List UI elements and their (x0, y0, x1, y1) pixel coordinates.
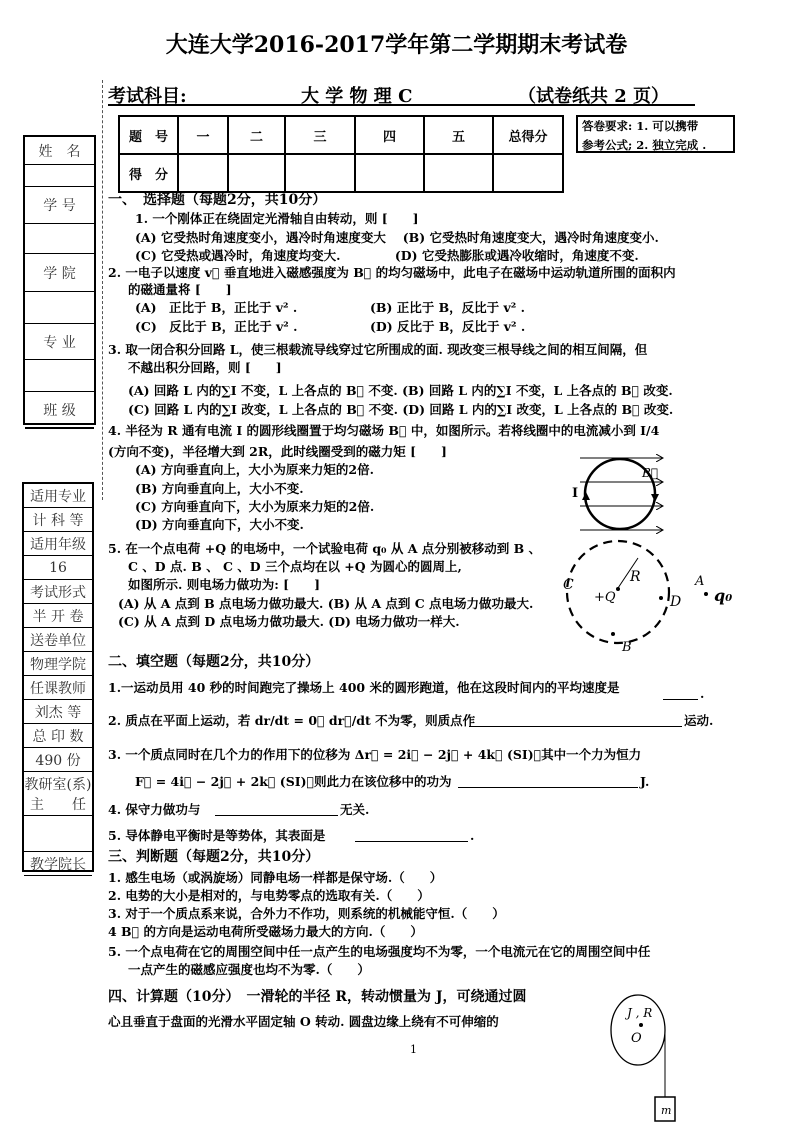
info-cell: 班 级 (25, 392, 94, 428)
question-line: (A) 它受热时角速度变小，遇冷时角速度变大 (B) 它受热时角速度变大，遇冷时角速度变小. (135, 230, 659, 245)
info-cell: 任课教师 (24, 676, 92, 700)
question-line: (B) 正比于 B，反比于 v² . (370, 300, 525, 315)
label-m: m (661, 1104, 672, 1117)
info-cell: 专 业 (25, 324, 94, 360)
label-c: C (563, 577, 574, 593)
question-line: 4. 保守力做功与 (108, 802, 201, 817)
label-d: D (670, 594, 682, 610)
header-cell: 一 (178, 116, 228, 154)
question-line: (A) 回路 L 内的∑I 不变，L 上各点的 B⃗ 不变. (B) 回路 L 内的∑I 不变，L 上各点的 B⃗ 改变. (128, 383, 673, 398)
axis-dot (639, 1023, 643, 1027)
charge-dot (616, 587, 620, 591)
question-line: 5. 导体静电平衡时是等势体，其表面是 (108, 828, 326, 843)
equipotential-circle (567, 541, 669, 643)
label-q0: q₀ (714, 586, 733, 605)
question-line: 1. 一个刚体正在绕固定光滑轴自由转动，则 [ ] (135, 211, 419, 226)
question-line: 3. 取一闭合积分回路 L，使三根载流导线穿过它所围成的面. 现改变三根导线之间的相互间隔，但 (108, 342, 648, 357)
label-b: B (622, 640, 632, 655)
question-line: (C) 反比于 B，正比于 v² . (135, 319, 298, 334)
question-line: 5. 一个点电荷在它的周围空间中任一点产生的电场强度均不为零，一个电流元在它的周围空间中任 (108, 944, 651, 959)
question-line: 2. 一电子以速度 v⃗ 垂直地进入磁感强度为 B⃗ 的均匀磁场中，此电子在磁场中运动轨道所围的面积内 (108, 265, 676, 280)
header-cell: 二 (228, 116, 285, 154)
question-line: (D) 反比于 B，反比于 v² . (370, 319, 526, 334)
header-cell: 四 (355, 116, 424, 154)
figure-coil-in-field (572, 458, 663, 530)
note-line: 答卷要求: 1. 可以携带 (582, 119, 699, 133)
info-cell: 学 号 (25, 187, 94, 224)
question-line: (C) 从 A 点到 D 点电场力做功最大. (D) 电场力做功一样大. (118, 614, 460, 629)
label-jr: J , R (627, 1006, 653, 1020)
question-line: 3. 一个质点同时在几个力的作用下的位移为 Δr⃗ = 2i⃗ − 2j⃗ + 4k⃗ (SI)，其中一个力为恒力 (108, 747, 642, 762)
info-cell: 教学院长 (24, 852, 92, 876)
question-line: 1.一运动员用 40 秒的时间跑完了操场上 400 米的圆形跑道，他在这段时间内的平均速度是 (108, 680, 620, 695)
label-q: +Q (594, 590, 616, 605)
header-cell: 五 (424, 116, 493, 154)
label-a: A (695, 574, 705, 589)
question-line: (A) 方向垂直向上，大小为原来力矩的2倍. (135, 462, 374, 477)
question-line: (C) 它受热或遇冷时，角速度均变大. (D) 它受热膨胀或遇冷收缩时，角速度不变. (135, 248, 639, 263)
info-cell: 送卷单位 (24, 628, 92, 652)
info-cell: 物理学院 (24, 652, 92, 676)
question-line: 5. 在一个点电荷 +Q 的电场中，一个试验电荷 q₀ 从 A 点分别被移动到 B 、 (108, 541, 542, 556)
header-cell: 三 (285, 116, 355, 154)
point-b (611, 632, 615, 636)
question-line: 如图所示. 则电场力做功为: [ ] (128, 577, 320, 592)
header-cell: 题 号 (119, 116, 178, 154)
subject-label: 考试科目: (108, 86, 187, 107)
blank-tail: . (470, 828, 475, 843)
blank-tail: . (700, 686, 705, 701)
blank-tail: 无关. (340, 802, 370, 817)
label-i: I (572, 486, 579, 501)
question-line: 一点产生的磁感应强度也均不为零.（ ） (128, 962, 370, 977)
question-line: 2. 质点在平面上运动，若 dr/dt = 0， dr⃗/dt 不为零，则质点作 (108, 713, 476, 728)
current-arrow (651, 494, 659, 502)
exam-title: 大连大学2016-2017学年第二学期期末考试卷 (165, 32, 628, 58)
info-cell: 姓 名 (25, 137, 94, 165)
question-line: (B) 方向垂直向上，大小不变. (135, 481, 304, 496)
current-arrow (582, 492, 590, 500)
question-line: 3. 对于一个质点系来说，合外力不作功，则系统的机械能守恒.（ ） (108, 906, 505, 921)
blank-tail: J. (640, 774, 650, 789)
blank-tail: 运动. (684, 713, 714, 728)
point-a (704, 592, 708, 596)
label-r: R (630, 569, 641, 585)
question-line: (方向不变)，半径增大到 2R，此时线圈受到的磁力矩 [ ] (108, 444, 447, 459)
info-cell: 适用专业 (24, 484, 92, 508)
question-line: 4. 半径为 R 通有电流 I 的圆形线圈置于均匀磁场 B⃗ 中，如图所示。若将线圈中的电流减小到 I/4 (108, 423, 660, 438)
question-line: 的磁通量将 [ ] (128, 282, 232, 297)
section-heading: 一、 选择题（每题2分，共10分） (108, 192, 327, 208)
info-cell: 教研室(系)主 任 (24, 772, 92, 816)
note-line: 参考公式; 2. 独立完成 . (582, 138, 707, 152)
header-cell: 总得分 (493, 116, 563, 154)
info-cell: 16 (24, 556, 92, 580)
info-cell: 半 开 卷 (24, 604, 92, 628)
section-heading: 二、填空题（每题2分，共10分） (108, 654, 320, 670)
question-line: 1. 感生电场（或涡旋场）同静电场一样都是保守场.（ ） (108, 870, 443, 885)
info-cell: 计 科 等 (24, 508, 92, 532)
info-cell: 适用年级 (24, 532, 92, 556)
label-b: B⃗ (642, 466, 659, 480)
course-name: 大 学 物 理 C (301, 86, 413, 107)
question-line: 心且垂直于盘面的光滑水平固定轴 O 转动. 圆盘边缘上绕有不可伸缩的 (108, 1014, 499, 1029)
page-count: （试卷纸共 2 页） (518, 86, 670, 107)
question-line: (A) 正比于 B，正比于 v² . (135, 300, 298, 315)
info-cell: 总 印 数 (24, 724, 92, 748)
section-heading: 四、计算题（10分） 一滑轮的半径 R，转动惯量为 J，可绕通过圆 (108, 989, 527, 1005)
info-cell: 考试形式 (24, 580, 92, 604)
label-o: O (631, 1031, 642, 1046)
row-label: 得 分 (119, 154, 178, 192)
question-line: 4 B⃗ 的方向是运动电荷所受磁场力最大的方向.（ ） (108, 924, 423, 939)
info-cell: 学 院 (25, 254, 94, 292)
info-cell: 490 份 (24, 748, 92, 772)
question-line: 2. 电势的大小是相对的，与电势零点的选取有关.（ ） (108, 888, 430, 903)
point-d (659, 596, 663, 600)
info-cell: 刘杰 等 (24, 700, 92, 724)
question-line: 不越出积分回路，则 [ ] (128, 360, 282, 375)
question-line: (C) 回路 L 内的∑I 改变，L 上各点的 B⃗ 不变. (D) 回路 L 内的∑I 改变，L 上各点的 B⃗ 改变. (128, 402, 674, 417)
question-line: C 、D 点. B 、 C 、D 三个点均在以 +Q 为圆心的圆周上, (128, 559, 462, 574)
question-line: (C) 方向垂直向下，大小为原来力矩的2倍. (135, 499, 375, 514)
figure-pulley (611, 995, 675, 1121)
question-line: (D) 方向垂直向下，大小不变. (135, 517, 304, 532)
question-line: F⃗ = 4i⃗ − 2j⃗ + 2k⃗ (SI)，则此力在该位移中的功为 (135, 774, 452, 789)
page-number: 1 (410, 1043, 417, 1056)
section-heading: 三、判断题（每题2分，共10分） (108, 849, 320, 865)
question-line: (A) 从 A 点到 B 点电场力做功最大. (B) 从 A 点到 C 点电场力做功最大. (118, 596, 534, 611)
figure-point-charge (563, 541, 732, 655)
